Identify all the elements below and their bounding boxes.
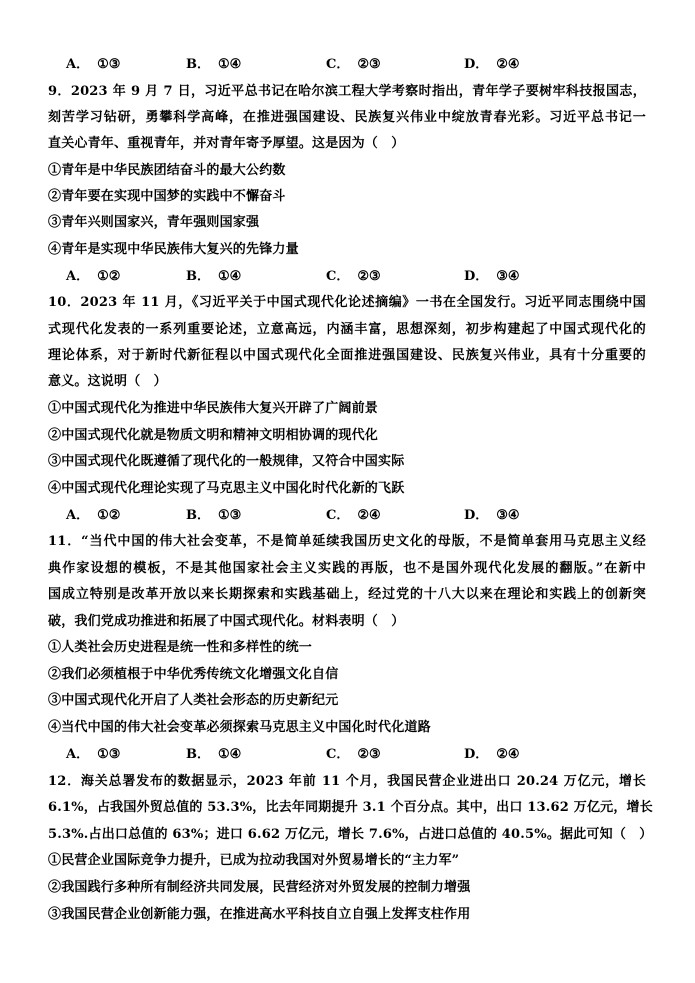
q10-option-d[interactable]: D． ③④ <box>464 508 520 523</box>
q10-stem-line-3: 理论体系，对于新时代新征程以中国式现代化全面推进强国建设、民族复兴伟业，具有十分重要的 <box>48 348 646 363</box>
q10-stem-line-2: 式现代化发表的一系列重要论述，立意高远，内涵丰富，思想深刻，初步构建起了中国式现代化的 <box>48 322 646 337</box>
option-a[interactable]: A． ①③ <box>66 57 121 72</box>
q10-stem-line-4: 意义。这说明（ ） <box>48 374 167 389</box>
q12-stem-line-3: 5.3%.占出口总值的 63%；进口 6.62 万亿元，增长 7.6%，占进口总值的 40.5%。据此可知（ ） <box>48 827 653 842</box>
q9-statement-3: ③青年兴则国家兴，青年强则国家强 <box>48 215 260 230</box>
q9-stem-line-2: 刻苦学习钻研，勇攀科学高峰，在推进强国建设、民族复兴伟业中绽放青春光彩。习近平总书记一 <box>48 110 646 125</box>
q11-option-b[interactable]: B． ①④ <box>186 747 242 762</box>
q9-stem-line-3: 直关心青年、重视青年，并对青年寄予厚望。这是因为（ ） <box>48 136 405 151</box>
q11-statement-1: ①人类社会历史进程是统一性和多样性的统一 <box>48 640 313 655</box>
q10-option-a[interactable]: A． ①② <box>66 508 121 523</box>
q11-stem-line-1: 11．“当代中国的伟大社会变革，不是简单延续我国历史文化的母版，不是简单套用马克思主义经 <box>48 534 646 549</box>
q10-option-b[interactable]: B． ①③ <box>186 508 242 523</box>
q10-statement-2: ②中国式现代化就是物质文明和精神文明相协调的现代化 <box>48 428 379 443</box>
q12-stem-line-1: 12．海关总署发布的数据显示，2023 年前 11 个月，我国民营企业进出口 20.24 万亿元，增长 <box>48 774 646 789</box>
q12-statement-2: ②我国践行多种所有制经济共同发展，民营经济对外贸发展的控制力增强 <box>48 880 471 895</box>
q9-option-b[interactable]: B． ①④ <box>186 269 242 284</box>
q10-stem-line-1: 10．2023 年 11 月，《习近平关于中国式现代化论述摘编》一书在全国发行。习近平同志围绕中国 <box>48 295 646 310</box>
option-c[interactable]: C． ②③ <box>326 57 381 72</box>
q11-stem-line-2: 典作家设想的模板，不是其他国家社会主义实践的再版，也不是国外现代化发展的翻版。”在新中 <box>48 561 646 576</box>
q9-statement-1: ①青年是中华民族团结奋斗的最大公约数 <box>48 163 286 178</box>
option-b[interactable]: B． ①④ <box>186 57 242 72</box>
q11-option-a[interactable]: A． ①③ <box>66 747 121 762</box>
q11-statement-2: ②我们必须植根于中华优秀传统文化增强文化自信 <box>48 667 339 682</box>
q11-option-d[interactable]: D． ②④ <box>464 747 520 762</box>
q10-statement-4: ④中国式现代化理论实现了马克思主义中国化时代化新的飞跃 <box>48 481 405 496</box>
q11-statement-4: ④当代中国的伟大社会变革必须探索马克思主义中国化时代化道路 <box>48 720 431 735</box>
q11-option-c[interactable]: C． ②③ <box>326 747 381 762</box>
q12-stem-line-2: 6.1%，占我国外贸总值的 53.3%，比去年同期提升 3.1 个百分点。其中，出口 13.62 万亿元，增长 <box>48 800 653 815</box>
q10-statement-1: ①中国式现代化为推进中华民族伟大复兴开辟了广阔前景 <box>48 401 379 416</box>
q9-option-c[interactable]: C． ②③ <box>326 269 381 284</box>
q11-statement-3: ③中国式现代化开启了人类社会形态的历史新纪元 <box>48 693 339 708</box>
q10-statement-3: ③中国式现代化既遵循了现代化的一般规律，又符合中国实际 <box>48 454 405 469</box>
q12-statement-1: ①民营企业国际竞争力提升，已成为拉动我国对外贸易增长的“主力军” <box>48 853 460 868</box>
option-d[interactable]: D． ②④ <box>464 57 520 72</box>
q9-statement-4: ④青年是实现中华民族伟大复兴的先锋力量 <box>48 242 299 257</box>
q11-stem-line-4: 破，我们党成功推进和拓展了中国式现代化。材料表明（ ） <box>48 614 405 629</box>
q11-stem-line-3: 国成立特别是改革开放以来长期探索和实践基础上，经过党的十八大以来在理论和实践上的创新突 <box>48 587 646 602</box>
q10-option-c[interactable]: C． ②④ <box>326 508 381 523</box>
q9-stem-line-1: 9．2023 年 9 月 7 日，习近平总书记在哈尔滨工程大学考察时指出，青年学子要树牢科技报国志， <box>48 84 646 99</box>
q9-statement-2: ②青年要在实现中国梦的实践中不懈奋斗 <box>48 189 286 204</box>
q9-option-d[interactable]: D． ③④ <box>464 269 520 284</box>
q9-option-a[interactable]: A． ①② <box>66 269 121 284</box>
q12-statement-3: ③我国民营企业创新能力强，在推进高水平科技自立自强上发挥支柱作用 <box>48 907 471 922</box>
